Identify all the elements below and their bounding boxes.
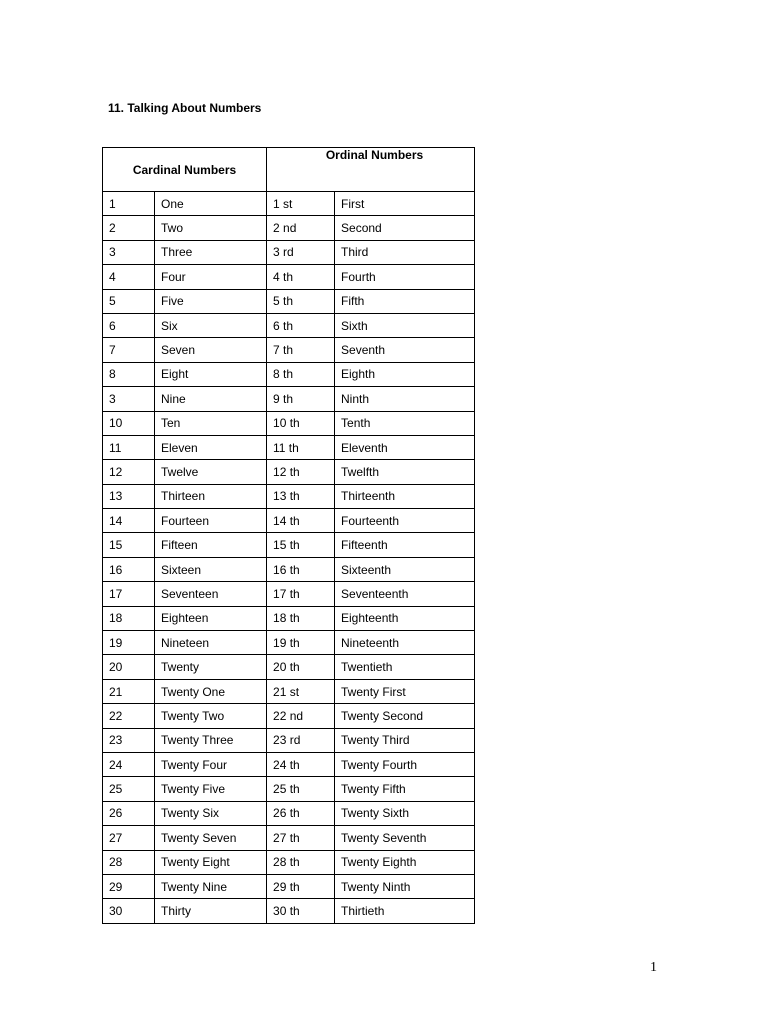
cardinal-numeral-cell: 24 (103, 752, 155, 776)
cardinal-word-cell: Eight (155, 362, 267, 386)
cardinal-numeral-cell: 18 (103, 606, 155, 630)
ordinal-numeral-cell: 4 th (267, 265, 335, 289)
table-row (103, 752, 475, 776)
table-row (103, 679, 475, 703)
ordinal-numeral-cell: 7 th (267, 338, 335, 362)
cardinal-numeral-cell: 26 (103, 801, 155, 825)
cardinal-word-cell: Three (155, 240, 267, 264)
cardinal-numeral-cell: 11 (103, 435, 155, 459)
cardinal-numeral-cell: 6 (103, 313, 155, 337)
table-row (103, 582, 475, 606)
cardinal-numbers-header (103, 148, 267, 192)
ordinal-word-cell: Twenty Fifth (335, 777, 475, 801)
cardinal-numeral-cell: 16 (103, 557, 155, 581)
cardinal-word-cell: Five (155, 289, 267, 313)
table-row (103, 899, 475, 923)
cardinal-word-cell: Six (155, 313, 267, 337)
cardinal-word-cell: Sixteen (155, 557, 267, 581)
ordinal-numeral-cell: 25 th (267, 777, 335, 801)
table-row (103, 411, 475, 435)
table-row (103, 606, 475, 630)
ordinal-numeral-cell: 1 st (267, 192, 335, 216)
table-row (103, 777, 475, 801)
table-row (103, 533, 475, 557)
cardinal-word-cell: Ten (155, 411, 267, 435)
table-row (103, 313, 475, 337)
ordinal-numeral-cell: 9 th (267, 387, 335, 411)
table-row (103, 631, 475, 655)
ordinal-numeral-cell: 18 th (267, 606, 335, 630)
ordinal-word-cell: Twenty Eighth (335, 850, 475, 874)
ordinal-numeral-cell: 15 th (267, 533, 335, 557)
cardinal-word-cell: Seven (155, 338, 267, 362)
ordinal-numeral-cell: 13 th (267, 484, 335, 508)
cardinal-numeral-cell: 7 (103, 338, 155, 362)
cardinal-word-cell: Four (155, 265, 267, 289)
cardinal-word-cell: Twenty Eight (155, 850, 267, 874)
ordinal-numeral-cell: 5 th (267, 289, 335, 313)
table-row (103, 265, 475, 289)
ordinal-word-cell: Sixteenth (335, 557, 475, 581)
table-header-row (103, 148, 475, 192)
ordinal-word-cell: Sixth (335, 313, 475, 337)
cardinal-numeral-cell: 23 (103, 728, 155, 752)
ordinal-word-cell: Thirteenth (335, 484, 475, 508)
cardinal-numeral-cell: 27 (103, 826, 155, 850)
cardinal-word-cell: One (155, 192, 267, 216)
table-row (103, 460, 475, 484)
cardinal-numeral-cell: 20 (103, 655, 155, 679)
page-number: 1 (650, 960, 657, 975)
cardinal-numeral-cell: 12 (103, 460, 155, 484)
ordinal-numeral-cell: 24 th (267, 752, 335, 776)
table-row (103, 338, 475, 362)
cardinal-numeral-cell: 8 (103, 362, 155, 386)
ordinal-numeral-cell: 8 th (267, 362, 335, 386)
ordinal-word-cell: Thirtieth (335, 899, 475, 923)
table-row (103, 240, 475, 264)
ordinal-numeral-cell: 23 rd (267, 728, 335, 752)
cardinal-numeral-cell: 3 (103, 240, 155, 264)
table-row (103, 435, 475, 459)
table-row (103, 192, 475, 216)
ordinal-numeral-cell: 12 th (267, 460, 335, 484)
cardinal-numeral-cell: 10 (103, 411, 155, 435)
cardinal-word-cell: Twenty Six (155, 801, 267, 825)
cardinal-word-cell: Eleven (155, 435, 267, 459)
cardinal-word-cell: Fifteen (155, 533, 267, 557)
ordinal-word-cell: Fifteenth (335, 533, 475, 557)
ordinal-word-cell: Twenty Third (335, 728, 475, 752)
cardinal-word-cell: Twenty Two (155, 704, 267, 728)
ordinal-word-cell: Fourth (335, 265, 475, 289)
table-row (103, 509, 475, 533)
ordinal-word-cell: First (335, 192, 475, 216)
section-heading: 11. Talking About Numbers (108, 101, 262, 115)
table-row (103, 289, 475, 313)
table-row (103, 801, 475, 825)
ordinal-word-cell: Ninth (335, 387, 475, 411)
cardinal-word-cell: Two (155, 216, 267, 240)
cardinal-numeral-cell: 3 (103, 387, 155, 411)
cardinal-word-cell: Twenty One (155, 679, 267, 703)
ordinal-word-cell: Tenth (335, 411, 475, 435)
ordinal-word-cell: Eighth (335, 362, 475, 386)
ordinal-numeral-cell: 19 th (267, 631, 335, 655)
cardinal-numeral-cell: 4 (103, 265, 155, 289)
ordinal-numeral-cell: 28 th (267, 850, 335, 874)
table-row (103, 728, 475, 752)
ordinal-numeral-cell: 26 th (267, 801, 335, 825)
ordinal-word-cell: Eleventh (335, 435, 475, 459)
ordinal-word-cell: Seventh (335, 338, 475, 362)
cardinal-word-cell: Seventeen (155, 582, 267, 606)
cardinal-numeral-cell: 2 (103, 216, 155, 240)
table-row (103, 216, 475, 240)
ordinal-word-cell: Twenty First (335, 679, 475, 703)
ordinal-numeral-cell: 14 th (267, 509, 335, 533)
cardinal-numeral-cell: 17 (103, 582, 155, 606)
cardinal-word-cell: Twenty Four (155, 752, 267, 776)
ordinal-word-cell: Twenty Seventh (335, 826, 475, 850)
ordinal-numeral-cell: 2 nd (267, 216, 335, 240)
ordinal-word-cell: Nineteenth (335, 631, 475, 655)
ordinal-numeral-cell: 17 th (267, 582, 335, 606)
cardinal-numeral-cell: 30 (103, 899, 155, 923)
cardinal-numeral-cell: 5 (103, 289, 155, 313)
table-body (103, 192, 475, 924)
cardinal-word-cell: Thirty (155, 899, 267, 923)
table-row (103, 655, 475, 679)
ordinal-word-cell: Twelfth (335, 460, 475, 484)
ordinal-word-cell: Third (335, 240, 475, 264)
ordinal-word-cell: Twenty Second (335, 704, 475, 728)
cardinal-word-cell: Twenty Nine (155, 874, 267, 898)
cardinal-numeral-cell: 13 (103, 484, 155, 508)
ordinal-numeral-cell: 27 th (267, 826, 335, 850)
ordinal-word-cell: Second (335, 216, 475, 240)
cardinal-numeral-cell: 25 (103, 777, 155, 801)
cardinal-numeral-cell: 21 (103, 679, 155, 703)
cardinal-numeral-cell: 29 (103, 874, 155, 898)
cardinal-word-cell: Twenty Three (155, 728, 267, 752)
cardinal-numeral-cell: 22 (103, 704, 155, 728)
ordinal-numeral-cell: 20 th (267, 655, 335, 679)
ordinal-word-cell: Twenty Sixth (335, 801, 475, 825)
ordinal-numeral-cell: 3 rd (267, 240, 335, 264)
table-row (103, 704, 475, 728)
table-row (103, 387, 475, 411)
cardinal-numeral-cell: 15 (103, 533, 155, 557)
ordinal-numeral-cell: 6 th (267, 313, 335, 337)
ordinal-numeral-cell: 21 st (267, 679, 335, 703)
cardinal-numbers-header-label: Cardinal Numbers (132, 162, 237, 177)
ordinal-word-cell: Fifth (335, 289, 475, 313)
numbers-table (102, 147, 475, 924)
ordinal-word-cell: Twenty Ninth (335, 874, 475, 898)
table-row (103, 826, 475, 850)
cardinal-word-cell: Nineteen (155, 631, 267, 655)
cardinal-word-cell: Fourteen (155, 509, 267, 533)
cardinal-word-cell: Twenty Five (155, 777, 267, 801)
table-row (103, 362, 475, 386)
ordinal-word-cell: Seventeenth (335, 582, 475, 606)
cardinal-word-cell: Twenty (155, 655, 267, 679)
table-row (103, 557, 475, 581)
ordinal-numeral-cell: 30 th (267, 899, 335, 923)
ordinal-numeral-cell: 29 th (267, 874, 335, 898)
cardinal-numeral-cell: 28 (103, 850, 155, 874)
table-row (103, 850, 475, 874)
ordinal-numbers-header-label: Ordinal Numbers (325, 148, 424, 162)
cardinal-numeral-cell: 1 (103, 192, 155, 216)
ordinal-word-cell: Twenty Fourth (335, 752, 475, 776)
cardinal-numeral-cell: 14 (103, 509, 155, 533)
cardinal-word-cell: Twelve (155, 460, 267, 484)
ordinal-word-cell: Eighteenth (335, 606, 475, 630)
cardinal-word-cell: Twenty Seven (155, 826, 267, 850)
cardinal-numeral-cell: 19 (103, 631, 155, 655)
table-row (103, 484, 475, 508)
ordinal-numeral-cell: 11 th (267, 435, 335, 459)
cardinal-word-cell: Nine (155, 387, 267, 411)
cardinal-word-cell: Thirteen (155, 484, 267, 508)
ordinal-numeral-cell: 10 th (267, 411, 335, 435)
table-row (103, 874, 475, 898)
cardinal-word-cell: Eighteen (155, 606, 267, 630)
ordinal-numeral-cell: 22 nd (267, 704, 335, 728)
ordinal-numeral-cell: 16 th (267, 557, 335, 581)
ordinal-word-cell: Twentieth (335, 655, 475, 679)
ordinal-numbers-header (267, 148, 475, 192)
ordinal-word-cell: Fourteenth (335, 509, 475, 533)
